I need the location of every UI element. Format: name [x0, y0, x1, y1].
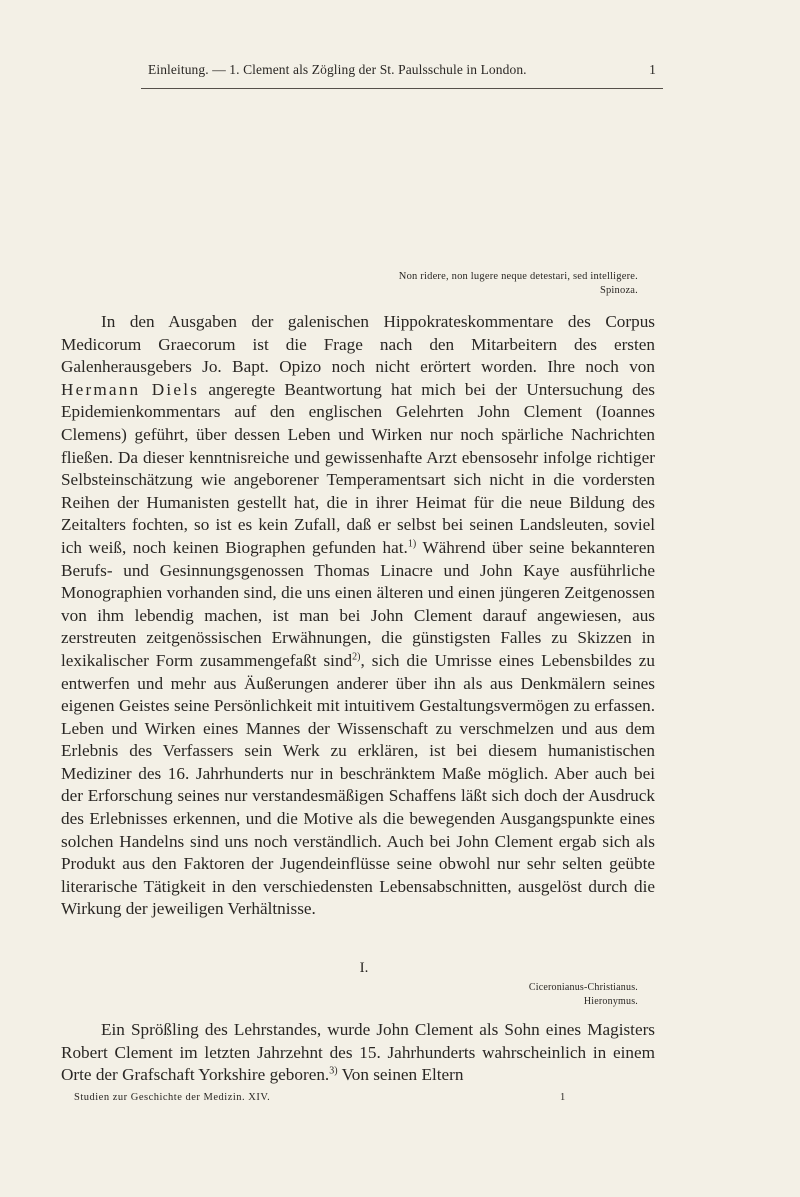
footnote-ref: 2): [352, 651, 361, 663]
page-number: 1: [649, 62, 656, 77]
signature-mark: 1: [560, 1092, 566, 1103]
section-epigraph: [400, 982, 638, 1007]
paragraph-text: Von seinen Eltern: [337, 1065, 464, 1085]
series-footer: Studien zur Geschichte der Medizin. XIV.: [74, 1092, 271, 1103]
footnote-ref: 3): [329, 1065, 338, 1077]
epigraph: [250, 271, 638, 296]
epigraph-text: Non ridere, non lugere neque detestari, sed intelligere.: [398, 271, 638, 282]
header-rule: [141, 88, 663, 89]
section-epigraph-author: Hieronymus.: [583, 996, 638, 1007]
paragraph-text: In den Ausgaben der galenischen Hippokrateskommentare des Corpus Medicorum Graecorum ist die Frage nach den Mitarbeitern des ersten Galenherausgebers Jo. Bapt. Opizo noch nicht erörtert worden. Ihre noch von: [61, 312, 655, 377]
paragraph-text: Während über seine bekannteren Berufs- und Gesinnungsgenossen Thomas Linacre und John Kaye ausführliche Monographien vorhanden sind, die uns einen älteren und einen jüngeren Zeitgenossen von ihm lebendig machen, ist man bei John Clement darauf angewiesen, aus zerstreuten zeitgenössischen Erwähnungen, die günstigsten Falles zu Skizzen in lexikalischer Form zusammengefaßt sind: [61, 537, 655, 670]
section-epigraph-text: Ciceronianus-Christianus.: [528, 982, 638, 993]
section-number: I.: [359, 960, 369, 976]
footnote-ref: 1): [407, 538, 417, 550]
running-title: Einleitung. — 1. Clement als Zögling der St. Paulsschule in London.: [148, 62, 527, 77]
author-name-spaced: Hermann Diels: [61, 379, 200, 399]
paragraph-text: Ein Sprößling des Lehrstandes, wurde John Clement als Sohn eines Magisters Robert Clement im letzten Jahrzehnt des 15. Jahrhunderts wahrscheinlich in einem Orte der Grafschaft Yorkshire geboren.: [61, 1020, 655, 1085]
paragraph-intro: [61, 311, 655, 921]
paragraph-text: , sich die Umrisse eines Lebensbildes zu entwerfen und mehr aus Äußerungen anderer über ihn als aus Denkmälern seines eigenen Geistes seine Persönlichkeit mit intuitivem Gestaltungsvermögen zu erfassen. Leben und Wirken eines Mannes der Wissenschaft zu verschmelzen und aus dem Erlebnis des Verfassers sein Werk zu erklären, ist bei diesem humanistischen Mediziner des 16. Jahrhunderts nur in beschränktem Maße möglich. Aber auch bei der Erforschung seines nur verstandesmäßigen Schaffens läßt sich doch der Ausdruck des Erlebnisses erkennen, und die Motive als die bewegenden Ausgangspunkte eines solchen Handelns sind uns noch verständlich. Auch bei John Clement ergab sich als Produkt aus den Faktoren der Jugendeinflüsse seine obwohl nur sehr selten geübte literarische Tätigkeit in den verschiedensten Lebensabschnitten, ausgelöst durch die Wirkung der jeweiligen Verhältnisse.: [61, 650, 655, 919]
epigraph-author: Spinoza.: [599, 285, 638, 296]
paragraph-section-1: [61, 1019, 655, 1087]
paragraph-text: angeregte Beantwortung hat mich bei der Untersuchung des Epidemienkommentars auf den englischen Gelehrten John Clement (Ioannes Clemens) geführt, über dessen Leben und Wirken nur noch spärliche Nachrichten fließen. Da dieser kenntnisreiche und gewissenhafte Arzt ebensosehr infolge richtiger Selbsteinschätzung wie angeborener Temperamentsart sich nicht in die vordersten Reihen der Humanisten gestellt hat, die in ihrer Heimat für die neue Bildung des Zeitalters fochten, so ist es kein Zufall, daß er selbst bei seinen Landsleuten, soviel ich weiß, noch keinen Biographen gefunden hat.: [61, 379, 655, 557]
